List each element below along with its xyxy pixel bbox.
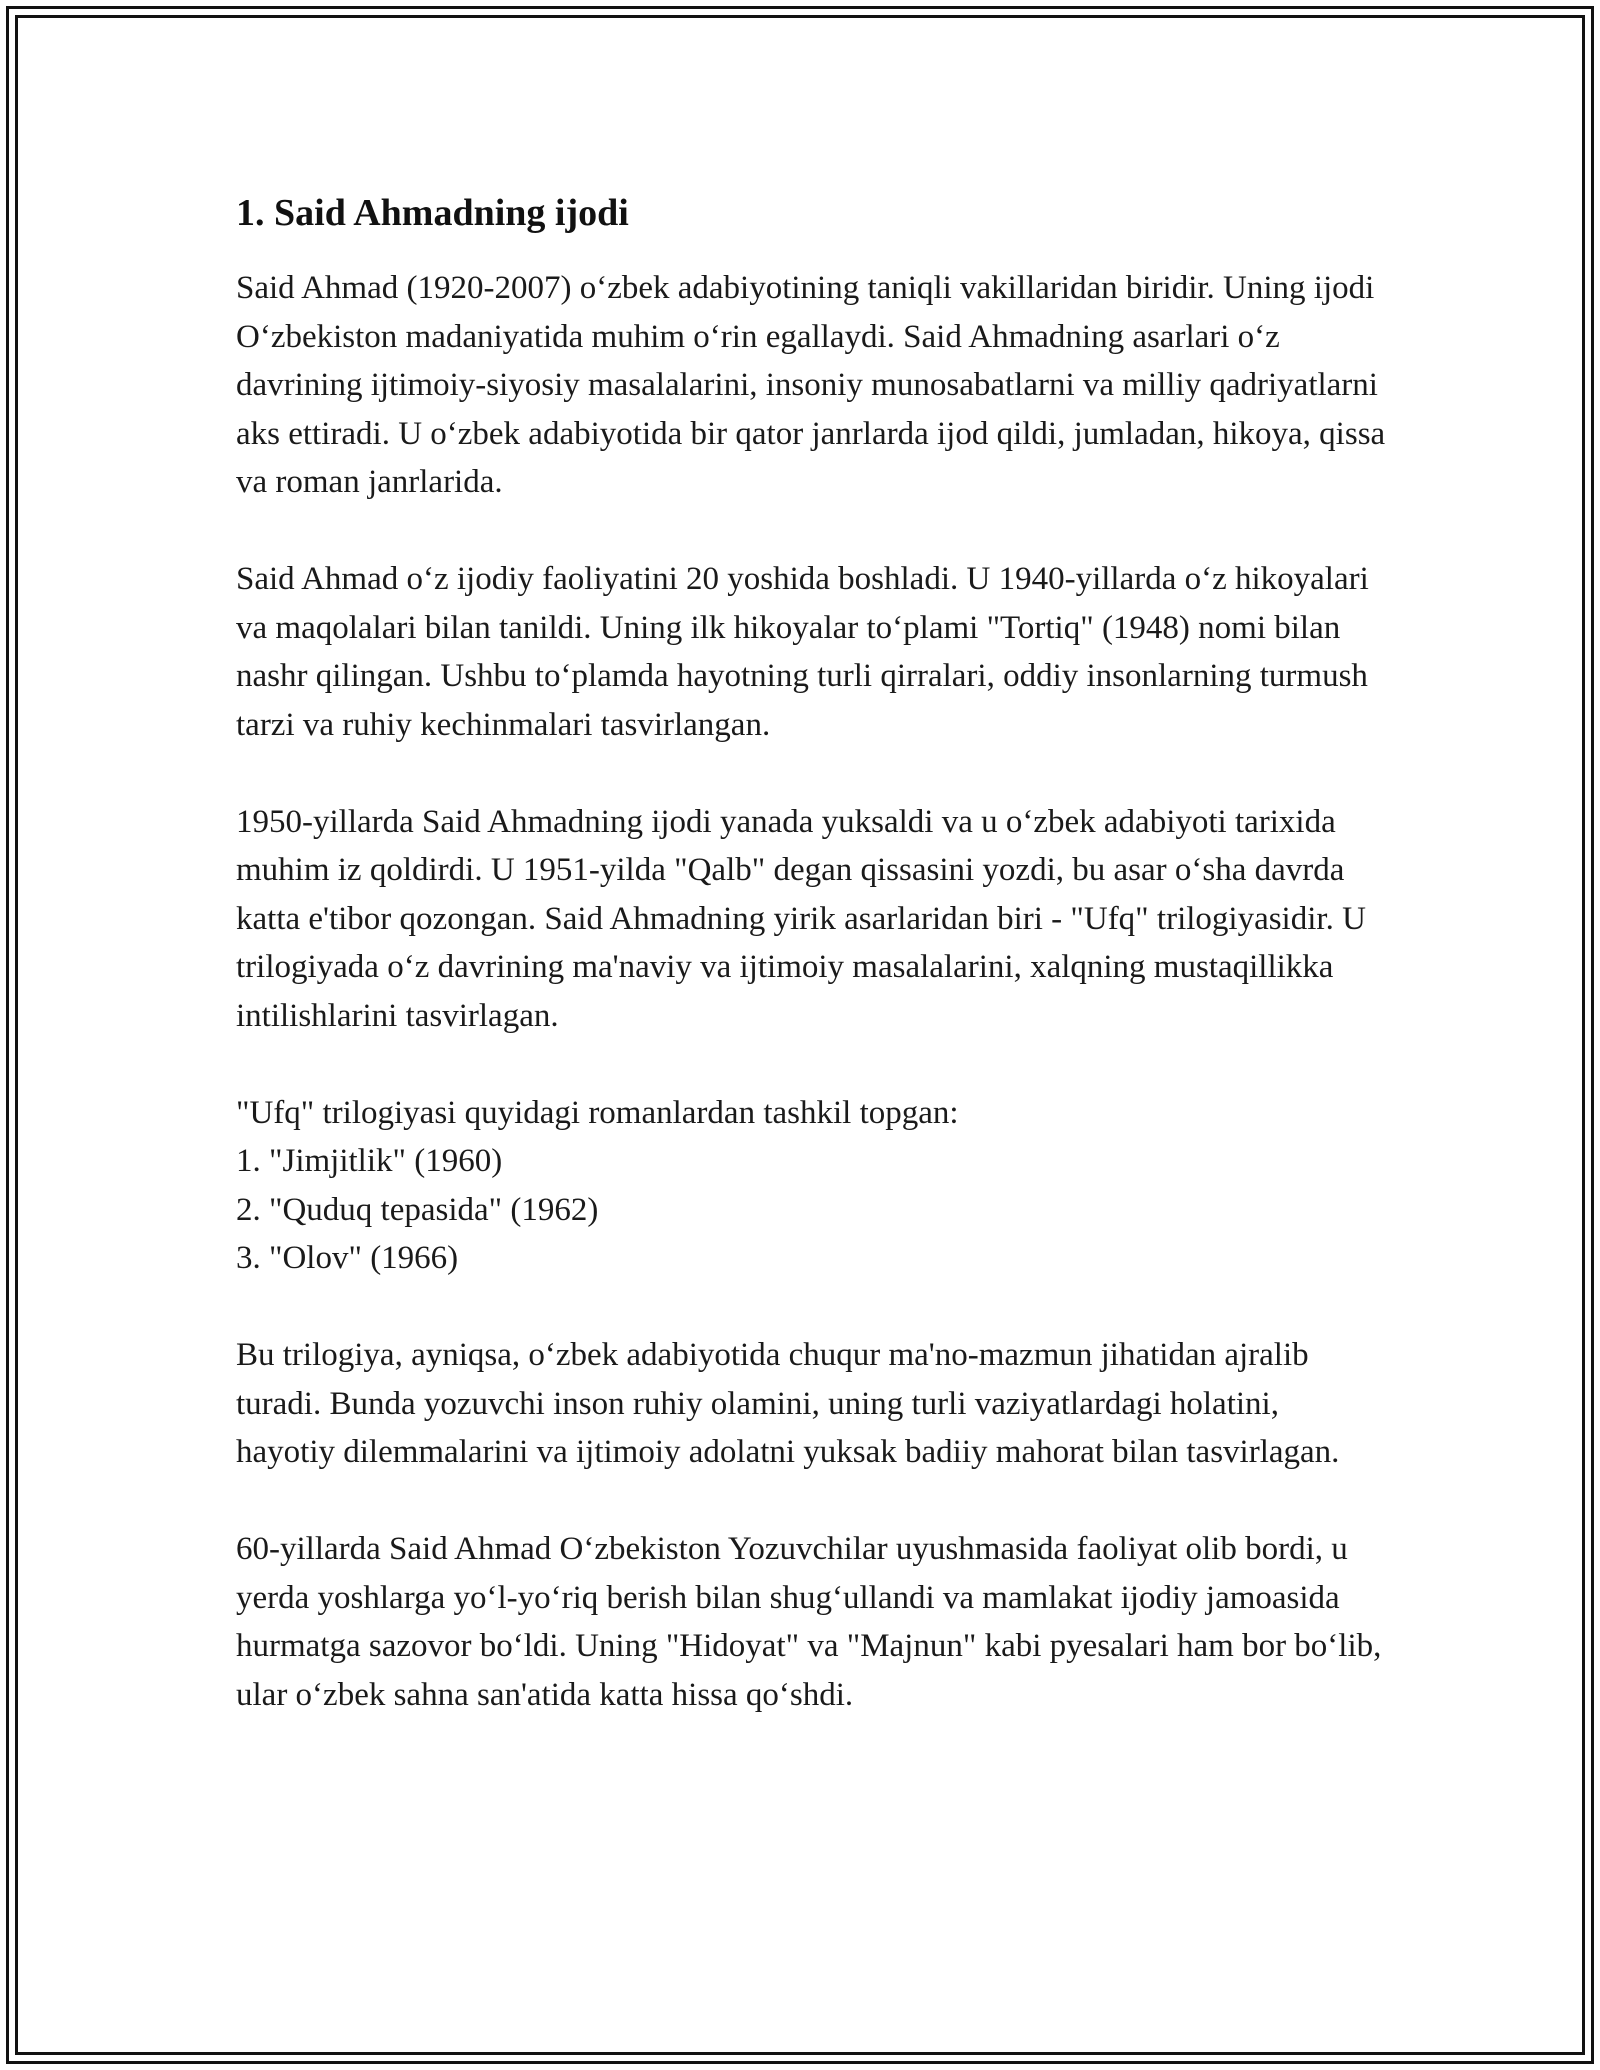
paragraph-spacer	[236, 1040, 1386, 1089]
paragraph-trilogy-analysis: Bu trilogiya, ayniqsa, o‘zbek adabiyotida chuqur ma'no-mazmun jihatidan ajralib turadi. Bunda yozuvchi inson ruhiy olamini, uning turli vaziyatlardagi holatini, hayotiy dilemmalarini va ijtimoiy adolatni yuksak badiiy mahorat bilan tasvirlagan.	[236, 1337, 1340, 1470]
paragraph-early-career: Said Ahmad o‘z ijodiy faoliyatini 20 yoshida boshladi. U 1940-yillarda o‘z hikoyalari va maqolalari bilan tanildi. Uning ilk hikoyalar to‘plami "Tortiq" (1948) nomi bilan nashr qilingan. Ushbu to‘plamda hayotning turli qirralari, oddiy insonlarning turmush tarzi va ruhiy kechinmalari tasvirlangan.	[236, 561, 1369, 743]
document-title: 1. Said Ahmadning ijodi	[236, 192, 629, 234]
list-item: 1. "Jimjitlik" (1960)	[236, 1143, 503, 1179]
paragraph-1960s: 60-yillarda Said Ahmad O‘zbekiston Yozuvchilar uyushmasida faoliyat olib bordi, u yerda yoshlarga yo‘l-yo‘riq berish bilan shug‘ullandi va mamlakat ijodiy jamoasida hurmatga sazovor bo‘ldi. Uning "Hidoyat" va "Majnun" kabi pyesalari ham bor bo‘lib, ular o‘zbek sahna san'atida katta hissa qo‘shdi.	[236, 1531, 1382, 1713]
list-item: 3. "Olov" (1966)	[236, 1240, 459, 1276]
list-item: 2. "Quduq tepasida" (1962)	[236, 1191, 599, 1228]
document-body	[236, 186, 1386, 1719]
paragraph-1950s: 1950-yillarda Said Ahmadning ijodi yanada yuksaldi va u o‘zbek adabiyoti tarixida muhim iz qoldirdi. U 1951-yilda "Qalb" degan qissasini yozdi, bu asar o‘sha davrda katta e'tibor qozongan. Said Ahmadning yirik asarlaridan biri - "Ufq" trilogiyasidir. U trilogiyada o‘z davrining ma'naviy va ijtimoiy masalalarini, xalqning mustaqillikka intilishlarini tasvirlagan.	[236, 803, 1366, 1034]
trilogy-list	[236, 1137, 1386, 1283]
paragraph-spacer	[236, 1283, 1386, 1332]
trilogy-list-intro: "Ufq" trilogiyasi quyidagi romanlardan tashkil topgan:	[236, 1094, 959, 1131]
paragraph-spacer	[236, 507, 1386, 556]
paragraph-intro: Said Ahmad (1920-2007) o‘zbek adabiyotining taniqli vakillaridan biridir. Uning ijodi O‘zbekiston madaniyatida muhim o‘rin egallaydi. Said Ahmadning asarlari o‘z davrining ijtimoiy-siyosiy masalalarini, insoniy munosabatlarni va milliy qadriyatlarni aks ettiradi. U o‘zbek adabiyotida bir qator janrlarda ijod qildi, jumladan, hikoya, qissa va roman janrlarida.	[236, 270, 1386, 500]
paragraph-spacer	[236, 749, 1386, 798]
paragraph-spacer	[236, 1477, 1386, 1526]
